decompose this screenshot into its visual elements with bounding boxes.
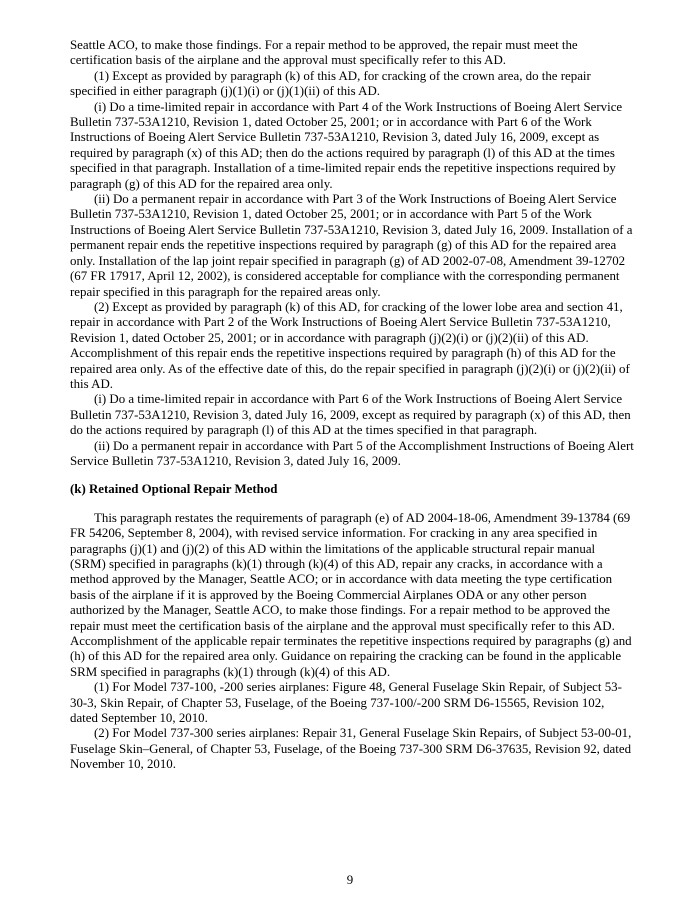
page-number: 9 <box>346 873 354 887</box>
paragraph-j1-i: (i) Do a time-limited repair in accordance with Part 4 of the Work Instructions of Boeing Alert Service Bulletin 737-53A1210, Revision 1, dated October 25, 2001; or in accordance with Part 6 of the Work Instructions of Boeing Alert Service Bulletin 737-53A1210, Revision 3, dated July 16, 2009, except as required by paragraph (x) of this AD; then do the actions required by paragraph (l) of this AD at the times specified in that paragraph. Installation of a time-limited repair ends the repetitive inspections required by paragraph (g) of this AD for the repaired area only. <box>70 99 623 191</box>
body-text <box>70 38 634 773</box>
paragraph-j2-i: (i) Do a time-limited repair in accordance with Part 6 of the Work Instructions of Boeing Alert Service Bulletin 737-53A1210, Revision 3, dated July 16, 2009, except as required by paragraph (x) of this AD, then do the actions required by paragraph (l) of this AD at the times specified in that paragraph. <box>70 392 631 438</box>
paragraph-continuation: Seattle ACO, to make those findings. For a repair method to be approved, the repair must meet the certification basis of the airplane and the approval must specifically refer to this AD. <box>70 38 578 68</box>
paragraph-j2-ii: (ii) Do a permanent repair in accordance with Part 5 of the Accomplishment Instructions of Boeing Alert Service Bulletin 737-53A1210, Revision 3, dated July 16, 2009. <box>70 438 634 468</box>
paragraph-j1-ii: (ii) Do a permanent repair in accordance with Part 3 of the Work Instructions of Boeing Alert Service Bulletin 737-53A1210, Revision 1, dated October 25, 2001; or in accordance with Part 5 of the Work Instructions of Boeing Alert Service Bulletin 737-53A1210, Revision 3, dated July 16, 2009. Installation of a permanent repair ends the repetitive inspections required by paragraph (g) of this AD for the repaired area only. Installation of the lap joint repair specified in paragraph (g) of AD 2002-07-08, Amendment 39-12702 (67 FR 17917, April 12, 2002), is considered acceptable for compliance with the corresponding permanent repair specified in this paragraph for the repaired areas only. <box>70 192 633 299</box>
paragraph-k1: (1) For Model 737-100, -200 series airplanes: Figure 48, General Fuselage Skin Repair, of Subject 53-30-3, Skin Repair, of Chapter 53, Fuselage, of the Boeing 737-100/-200 SRM D6-15565, Revision 102, dated September 10, 2010. <box>70 680 622 726</box>
paragraph-j1: (1) Except as provided by paragraph (k) of this AD, for cracking of the crown area, do the repair specified in either paragraph (j)(1)(i) or (j)(1)(ii) of this AD. <box>70 68 591 99</box>
paragraph-k-intro: This paragraph restates the requirements of paragraph (e) of AD 2004-18-06, Amendment 39-13784 (69 FR 54206, September 8, 2004), with revised service information. For cracking in any area specified in paragraphs (j)(1) and (j)(2) of this AD within the limitations of the applicable structural repair manual (SRM) specified in paragraphs (k)(1) through (k)(4) of this AD, repair any cracks, in accordance with a method approved by the Manager, Seattle ACO; or in accordance with data meeting the type certification basis of the airplane if it is approved by the Boeing Commercial Airplanes ODA or any other person authorized by the Manager, Seattle ACO, to make those findings. For a repair method to be approved the repair must meet the certification basis of the airplane and the approval must specifically refer to this AD. Accomplishment of the applicable repair terminates the repetitive inspections required by paragraphs (g) and (h) of this AD for the repaired area only. Guidance on repairing the cracking can be found in the applicable SRM specified in paragraphs (k)(1) through (k)(4) of this AD. <box>70 510 632 679</box>
paragraph-j2: (2) Except as provided by paragraph (k) of this AD, for cracking of the lower lobe area and section 41, repair in accordance with Part 2 of the Work Instructions of Boeing Alert Service Bulletin 737-53A1210, Revision 1, dated October 25, 2001; or in accordance with paragraph (j)(2)(i) or (j)(2)(ii) of this AD. Accomplishment of this repair ends the repetitive inspections required by paragraph (h) of this AD for the repaired area only. As of the effective date of this, do the repair specified in paragraph (j)(2)(i) or (j)(2)(ii) of this AD. <box>70 299 630 391</box>
section-heading-k: (k) Retained Optional Repair Method <box>70 482 278 497</box>
paragraph-k2: (2) For Model 737-300 series airplanes: Repair 31, General Fuselage Skin Repairs, of Subject 53-00-01, Fuselage Skin–General, of Chapter 53, Fuselage, of the Boeing 737-300 SRM D6-37635, Revision 92, dated November 10, 2010. <box>70 726 632 772</box>
